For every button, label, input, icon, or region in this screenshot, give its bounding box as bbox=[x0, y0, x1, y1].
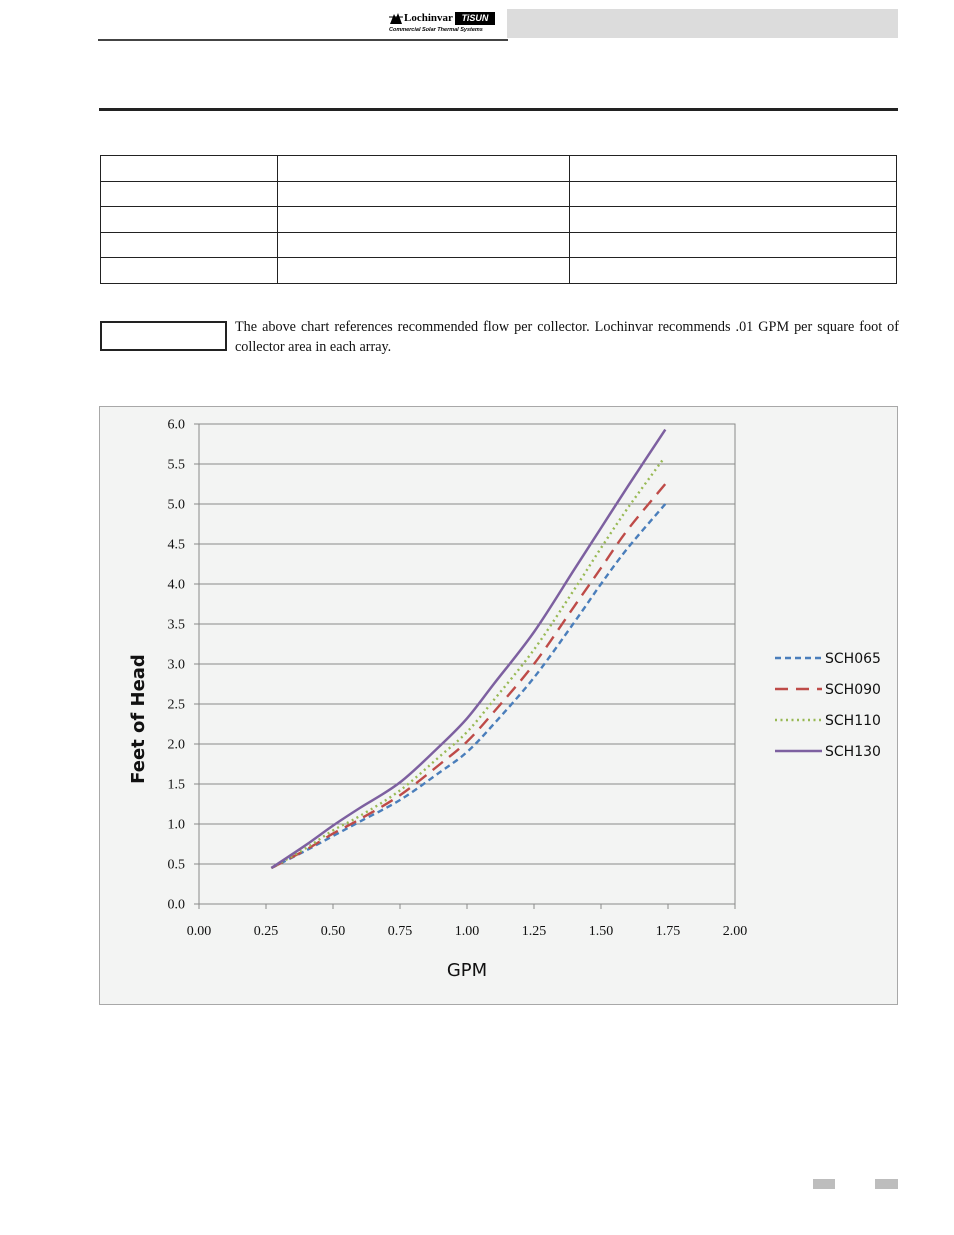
header-rule bbox=[98, 39, 508, 41]
y-tick-label: 4.5 bbox=[167, 537, 185, 553]
y-axis-label: Feet of Head bbox=[128, 654, 149, 784]
table-cell bbox=[101, 207, 278, 233]
flow-rate-table bbox=[100, 155, 897, 284]
table-cell bbox=[278, 232, 570, 258]
table-row bbox=[101, 181, 897, 207]
head-loss-chart bbox=[99, 406, 898, 1005]
lochinvar-tisun-logo bbox=[387, 11, 497, 35]
footer-marker bbox=[875, 1179, 898, 1189]
logo-brand: Lochinvar bbox=[404, 12, 453, 24]
y-tick-label: 5.0 bbox=[167, 497, 185, 513]
y-tick-label: 2.0 bbox=[167, 737, 185, 753]
table-cell bbox=[278, 156, 570, 182]
y-tick-label: 5.5 bbox=[167, 457, 185, 473]
x-tick-label: 1.25 bbox=[521, 924, 547, 939]
table-cell bbox=[101, 156, 278, 182]
legend-label: SCH110 bbox=[825, 713, 881, 729]
table-cell bbox=[570, 232, 897, 258]
logo-top-row bbox=[387, 11, 497, 26]
x-tick-label: 0.75 bbox=[387, 924, 413, 939]
x-tick-label: 0.00 bbox=[186, 924, 212, 939]
table-cell bbox=[278, 207, 570, 233]
y-tick-label: 0.0 bbox=[167, 897, 185, 913]
footer-marker bbox=[813, 1179, 835, 1189]
x-axis-label: GPM bbox=[446, 960, 488, 981]
note-label-box bbox=[100, 321, 227, 351]
legend-label: SCH130 bbox=[825, 744, 881, 760]
table-cell bbox=[570, 258, 897, 284]
table-cell bbox=[278, 258, 570, 284]
table-cell bbox=[278, 181, 570, 207]
table-cell bbox=[101, 258, 278, 284]
y-tick-label: 6.0 bbox=[167, 417, 185, 433]
logo-tagline: Commercial Solar Thermal Systems bbox=[389, 27, 483, 33]
y-tick-label: 0.5 bbox=[167, 857, 185, 873]
y-tick-label: 2.5 bbox=[167, 697, 185, 713]
y-tick-label: 4.0 bbox=[167, 577, 185, 593]
legend-label: SCH065 bbox=[825, 651, 881, 667]
table-row bbox=[101, 207, 897, 233]
x-tick-label: 0.50 bbox=[320, 924, 346, 939]
table-row bbox=[101, 232, 897, 258]
table-cell bbox=[101, 181, 278, 207]
note-text: The above chart references recommended flow per collector. Lochinvar recommends .01 GPM per square foot of collector area in each array. bbox=[235, 319, 899, 355]
y-tick-label: 3.5 bbox=[167, 617, 185, 633]
x-tick-label: 2.00 bbox=[722, 924, 748, 939]
table-cell bbox=[570, 207, 897, 233]
x-tick-label: 1.50 bbox=[588, 924, 614, 939]
table-row bbox=[101, 258, 897, 284]
lochinvar-emblem-icon bbox=[389, 12, 403, 25]
table-cell bbox=[570, 156, 897, 182]
y-tick-label: 1.5 bbox=[167, 777, 185, 793]
y-tick-label: 3.0 bbox=[167, 657, 185, 673]
table-row bbox=[101, 156, 897, 182]
header-bar bbox=[507, 9, 898, 38]
x-tick-label: 1.00 bbox=[454, 924, 480, 939]
x-tick-label: 1.75 bbox=[655, 924, 681, 939]
logo-badge: TiSUN bbox=[455, 12, 495, 25]
table-cell bbox=[570, 181, 897, 207]
table-cell bbox=[101, 232, 278, 258]
y-tick-label: 1.0 bbox=[167, 817, 185, 833]
x-tick-label: 0.25 bbox=[253, 924, 279, 939]
section-rule bbox=[99, 108, 898, 111]
legend-label: SCH090 bbox=[825, 682, 881, 698]
